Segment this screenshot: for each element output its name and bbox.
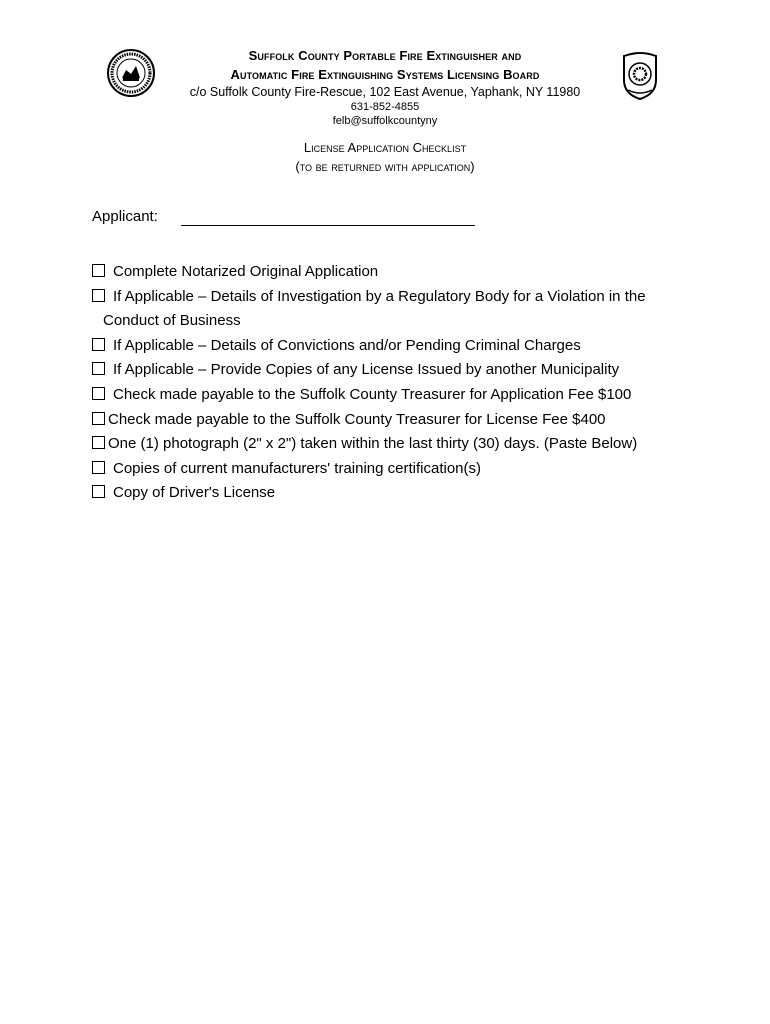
checkbox[interactable] xyxy=(92,485,105,498)
checklist-item-label: Copies of current manufacturers' training certification(s) xyxy=(113,459,482,477)
checkbox[interactable] xyxy=(92,362,105,375)
checklist-item-label: Conduct of Business xyxy=(103,312,241,330)
checklist-item xyxy=(90,383,690,408)
checklist-item-label: One (1) photograph (2" x 2") taken within the last thirty (30) days. (Paste Below) xyxy=(108,435,638,453)
checklist-item xyxy=(90,358,690,383)
checkbox[interactable] xyxy=(92,338,105,351)
board-title-line2: Automatic Fire Extinguishing Systems Licensing Board xyxy=(230,67,540,82)
applicant-label: Applicant: xyxy=(92,208,158,225)
checkbox[interactable] xyxy=(92,436,105,449)
applicant-name-field[interactable] xyxy=(181,225,475,226)
checklist-item xyxy=(90,408,690,433)
checklist-item xyxy=(90,457,690,482)
checkbox[interactable] xyxy=(92,412,105,425)
checklist-item-label: If Applicable – Provide Copies of any License Issued by another Municipality xyxy=(113,361,620,379)
checklist-item xyxy=(90,334,690,359)
checklist-item xyxy=(90,432,690,457)
checklist-heading xyxy=(0,138,770,176)
checklist-item-label: Check made payable to the Suffolk County Treasurer for License Fee $400 xyxy=(108,410,606,428)
checklist-item-label: If Applicable – Details of Convictions and/or Pending Criminal Charges xyxy=(113,336,581,354)
checklist-item-continuation xyxy=(90,309,690,334)
board-title-line1: Suffolk County Portable Fire Extinguisher and xyxy=(248,48,522,63)
checkbox[interactable] xyxy=(92,264,105,277)
checklist-item-label: If Applicable – Details of Investigation by a Regulatory Body for a Violation in the xyxy=(113,287,646,305)
checklist-item xyxy=(90,260,690,285)
checklist-subtitle: (to be returned with application) xyxy=(295,159,475,174)
checkbox[interactable] xyxy=(92,461,105,474)
checklist-item xyxy=(90,285,690,310)
checklist-item-label: Copy of Driver's License xyxy=(113,484,276,502)
checkbox[interactable] xyxy=(92,387,105,400)
checklist-item-label: Complete Notarized Original Application xyxy=(113,263,379,280)
board-address: c/o Suffolk County Fire-Rescue, 102 East Avenue, Yaphank, NY 11980 xyxy=(189,85,581,99)
checklist-items xyxy=(90,260,690,506)
checklist-item-label: Check made payable to the Suffolk County Treasurer for Application Fee $100 xyxy=(113,385,632,403)
board-email: felb@suffolkcountyny xyxy=(332,115,438,127)
checklist-title: License Application Checklist xyxy=(303,140,467,155)
checklist-item xyxy=(90,481,690,506)
checkbox[interactable] xyxy=(92,289,105,302)
letterhead xyxy=(0,46,770,128)
board-phone: 631-852-4855 xyxy=(350,101,420,113)
